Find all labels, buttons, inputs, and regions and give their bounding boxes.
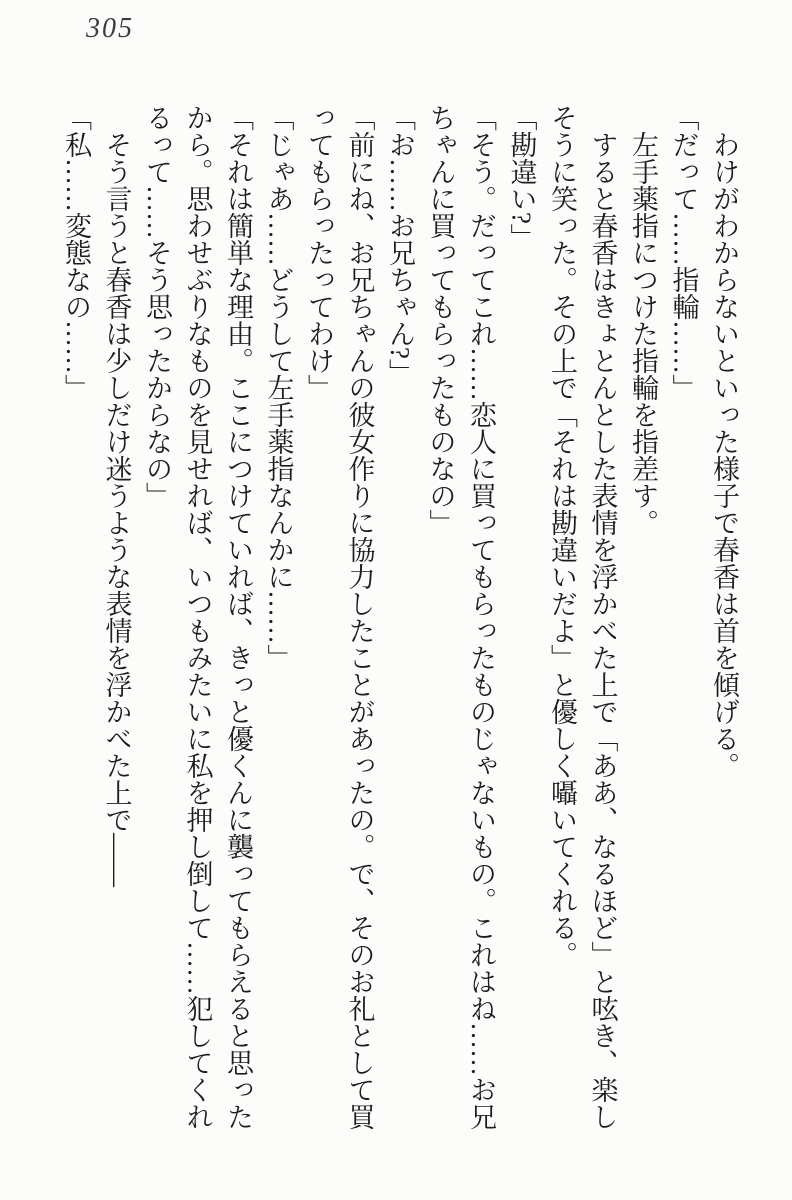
- paragraph: 「じゃあ……どうして左手薬指なんかに……」: [263, 104, 294, 671]
- paragraph: 「そう。だってこれ……恋人に買ってもらったものじゃないもの。これはね……お兄ちゃんに買ってもらったものなの」: [425, 104, 496, 1130]
- text-body: [52, 104, 744, 1132]
- paragraph: 「前にね、お兄ちゃんの彼女作りに協力したことがあったの。で、そのお礼として買ってもらったってわけ」: [304, 104, 375, 1130]
- paragraph: 「勘違い?」: [506, 104, 537, 251]
- paragraph: そう言うと春香は少しだけ迷うような表情を浮かべた上で――: [101, 131, 132, 887]
- paragraph: 「それは簡単な理由。ここにつけていれば、きっと優くんに襲ってもらえると思ったから。思わせぶりなものを見せれば、いつもみたいに私を押し倒して……犯してくれるって……そう思ったからなの」: [142, 104, 253, 1130]
- paragraph: 「私……変態なの……」: [61, 104, 91, 401]
- paragraph: 左手薬指につけた指輪を指差す。: [628, 131, 658, 536]
- paragraph: 「だって……指輪……」: [668, 104, 699, 401]
- paragraph: わけがわからないといった様子で春香は首を傾げる。: [709, 131, 739, 779]
- paragraph: すると春香はきょとんとした表情を浮かべた上で「ああ、なるほど」と呟き、楽しそうに笑った。その上で「それは勘違いだよ」と優しく囁いてくれる。: [547, 104, 618, 1130]
- page-number: 305: [86, 13, 134, 44]
- paragraph: 「お……お兄ちゃん?」: [385, 104, 415, 386]
